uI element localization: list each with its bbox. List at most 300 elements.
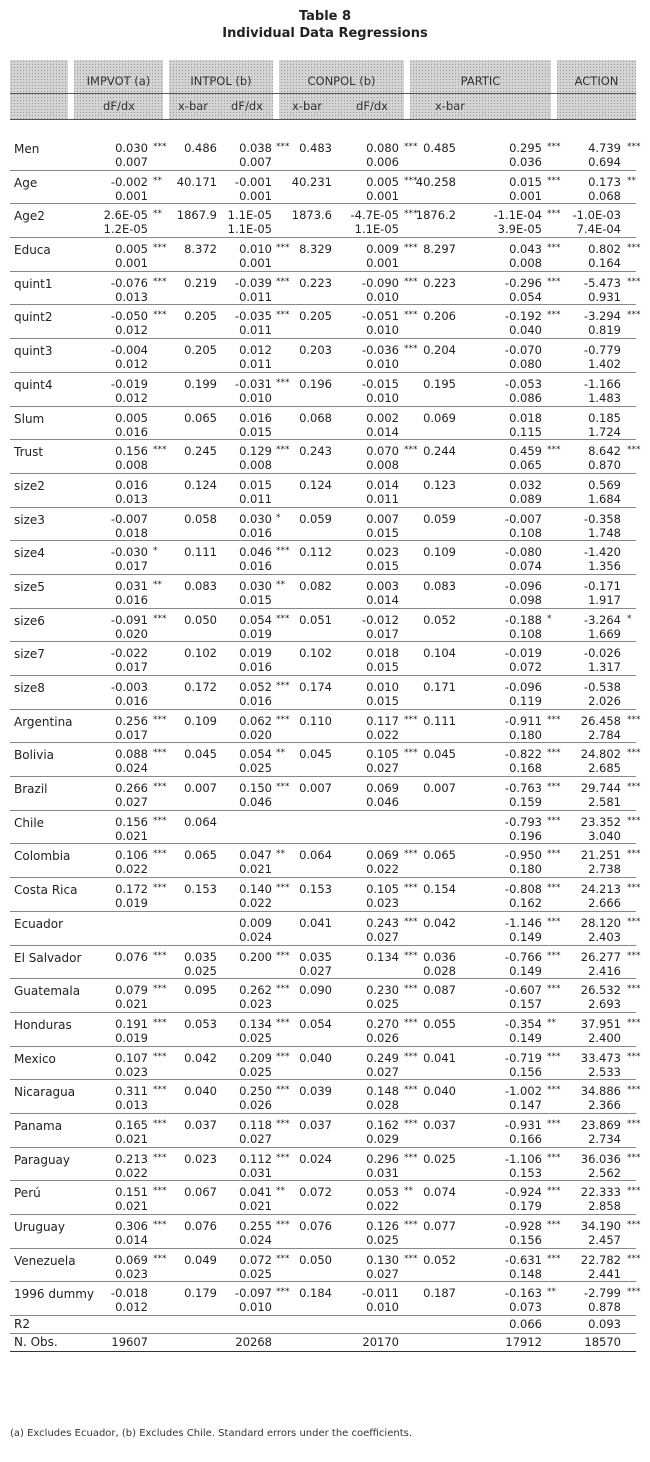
- significance-stars: ***: [276, 1253, 290, 1264]
- table-cell: 26.277: [580, 949, 621, 964]
- standard-error: 0.065: [509, 458, 542, 473]
- significance-stars: ***: [153, 714, 167, 725]
- standard-error: 0.015: [239, 424, 272, 439]
- table-cell: 0.107: [115, 1050, 148, 1065]
- table-cell: 19607: [111, 1335, 148, 1350]
- table-cell: 0.076: [299, 1219, 332, 1233]
- table-cell: 0.195: [423, 376, 456, 391]
- significance-stars: ***: [547, 276, 561, 287]
- standard-error: 1.356: [588, 559, 621, 574]
- standard-error: 0.031: [366, 1165, 399, 1180]
- table-cell: 0.069: [366, 781, 399, 796]
- standard-error: 0.016: [115, 694, 148, 708]
- table-row: [10, 710, 641, 744]
- standard-error: 2.026: [588, 694, 621, 708]
- nobs-row: [10, 1334, 636, 1352]
- standard-error: 0.014: [115, 1233, 148, 1247]
- row-label: Brazil: [14, 782, 48, 797]
- table-cell: 0.243: [366, 915, 399, 930]
- standard-error: 0.147: [509, 1098, 542, 1113]
- standard-error: 0.153: [509, 1165, 542, 1180]
- table-row: [10, 743, 641, 777]
- table-cell: 0.031: [115, 578, 148, 593]
- header-intpol: INTPOL (b): [190, 74, 252, 88]
- standard-error: 0.156: [509, 1233, 542, 1247]
- subheader-dfdx-3: dF/dx: [356, 99, 388, 113]
- table-cell: 0.090: [299, 983, 332, 998]
- standard-error: 0.022: [366, 862, 399, 877]
- table-cell: -0.192: [504, 309, 542, 324]
- significance-stars: ***: [276, 142, 290, 152]
- table-cell: 0.062: [239, 713, 272, 728]
- table-row: [10, 946, 641, 980]
- significance-stars: **: [276, 1186, 285, 1197]
- significance-stars: ***: [153, 243, 167, 254]
- standard-error: 0.149: [509, 963, 542, 978]
- table-cell: 0.050: [299, 1252, 332, 1267]
- standard-error: 0.159: [509, 795, 542, 810]
- table-cell: 0.077: [423, 1219, 456, 1233]
- significance-stars: ***: [547, 1118, 561, 1129]
- standard-error: 3.9E-05: [497, 222, 542, 237]
- header-action: ACTION: [574, 74, 619, 88]
- significance-stars: ***: [547, 1253, 561, 1264]
- table-cell: 8.329: [299, 242, 332, 257]
- significance-stars: ***: [547, 916, 561, 927]
- standard-error: 0.017: [115, 660, 148, 675]
- table-row: [10, 609, 636, 643]
- standard-error: 0.074: [509, 559, 542, 574]
- standard-error: 0.012: [115, 390, 148, 405]
- table-cell: -0.012: [361, 612, 399, 627]
- significance-stars: ***: [627, 1017, 641, 1028]
- row-label: quint3: [14, 344, 53, 359]
- table-cell: -0.019: [504, 646, 542, 661]
- significance-stars: ***: [547, 209, 561, 220]
- table-cell: 0.082: [299, 578, 332, 593]
- table-cell: 0.185: [588, 410, 621, 425]
- table-cell: 0.223: [423, 275, 456, 290]
- table-cell: 0.102: [184, 646, 217, 661]
- table-cell: 0.205: [184, 309, 217, 324]
- subheader-dfdx-2: dF/dx: [231, 99, 263, 113]
- table-cell: 0.030: [239, 511, 272, 526]
- table-row: [10, 1282, 641, 1316]
- standard-error: 0.014: [366, 592, 399, 607]
- table-cell: -0.080: [504, 545, 542, 560]
- table-row: [10, 844, 641, 878]
- standard-error: 0.157: [509, 997, 542, 1012]
- table-cell: -0.050: [110, 309, 148, 324]
- significance-stars: ***: [404, 445, 418, 456]
- standard-error: 0.022: [366, 727, 399, 742]
- standard-error: 0.027: [299, 963, 332, 978]
- table-cell: 0.052: [423, 612, 456, 627]
- table-cell: 0.036: [423, 949, 456, 964]
- significance-stars: ***: [404, 344, 418, 355]
- table-cell: 1876.2: [415, 208, 456, 223]
- standard-error: 0.819: [588, 323, 621, 338]
- standard-error: 0.015: [366, 525, 399, 540]
- significance-stars: *: [153, 546, 158, 557]
- table-row: [10, 1080, 641, 1114]
- standard-error: 0.021: [239, 862, 272, 877]
- standard-error: 2.533: [588, 1064, 621, 1079]
- significance-stars: ***: [627, 1253, 641, 1264]
- table-cell: -0.019: [110, 376, 148, 391]
- standard-error: 0.089: [509, 491, 542, 506]
- table-cell: 0.249: [366, 1050, 399, 1065]
- table-cell: 0.066: [509, 1317, 542, 1332]
- significance-stars: ***: [627, 1220, 641, 1230]
- standard-error: 0.019: [115, 1030, 148, 1045]
- table-cell: 0.124: [184, 477, 217, 492]
- standard-error: 0.016: [239, 525, 272, 540]
- standard-error: 0.026: [366, 1030, 399, 1045]
- standard-error: 0.022: [239, 896, 272, 911]
- table-row: [10, 272, 641, 306]
- significance-stars: ***: [276, 782, 290, 793]
- table-cell: 0.173: [588, 174, 621, 189]
- table-cell: 0.209: [239, 1050, 272, 1065]
- significance-stars: ***: [547, 1152, 561, 1163]
- table-cell: -0.538: [583, 680, 621, 694]
- table-cell: 0.069: [423, 410, 456, 425]
- row-label: Costa Rica: [14, 883, 78, 898]
- standard-error: 0.008: [239, 458, 272, 473]
- standard-error: 0.028: [366, 1098, 399, 1113]
- significance-stars: ***: [547, 175, 561, 186]
- standard-error: 1.748: [588, 525, 621, 540]
- table-cell: 0.055: [423, 1016, 456, 1031]
- standard-error: 0.025: [239, 761, 272, 776]
- standard-error: 0.046: [366, 795, 399, 810]
- table-cell: 0.087: [423, 983, 456, 998]
- standard-error: 0.001: [239, 188, 272, 203]
- table-cell: 0.083: [184, 578, 217, 593]
- standard-error: 0.027: [366, 1064, 399, 1079]
- significance-stars: **: [276, 579, 285, 590]
- table-row: [10, 238, 641, 272]
- table-cell: 0.134: [239, 1016, 272, 1031]
- table-cell: 0.041: [423, 1050, 456, 1065]
- row-label: Perú: [14, 1186, 41, 1201]
- table-cell: 0.072: [299, 1185, 332, 1200]
- table-cell: 0.018: [509, 410, 542, 425]
- row-label: Mexico: [14, 1051, 56, 1066]
- table-cell: -4.7E-05: [350, 208, 399, 223]
- row-label: Argentina: [14, 714, 73, 729]
- standard-error: 0.001: [115, 256, 148, 271]
- row-label: El Salvador: [14, 950, 82, 965]
- significance-stars: ***: [153, 1186, 167, 1197]
- table-cell: 28.120: [580, 915, 621, 930]
- standard-error: 0.878: [588, 1300, 621, 1315]
- table-cell: 0.030: [115, 141, 148, 155]
- table-cell: 0.037: [299, 1117, 332, 1132]
- row-label: size5: [14, 579, 45, 594]
- standard-error: 0.025: [184, 963, 217, 978]
- subheader-xbar-3: x-bar: [434, 99, 466, 113]
- standard-error: 0.017: [366, 626, 399, 641]
- significance-stars: ***: [404, 1152, 418, 1163]
- subheader-xbar-1: x-bar: [177, 99, 209, 113]
- table-cell: -0.097: [234, 1286, 272, 1301]
- table-cell: 0.045: [184, 747, 217, 762]
- standard-error: 0.008: [115, 458, 148, 473]
- table-cell: 0.023: [184, 1151, 217, 1166]
- standard-error: 0.023: [115, 1266, 148, 1281]
- table-cell: -0.924: [504, 1185, 542, 1200]
- table-cell: 23.352: [580, 814, 621, 829]
- row-label: size4: [14, 546, 45, 561]
- significance-stars: ***: [547, 1186, 561, 1197]
- table-cell: 0.095: [184, 983, 217, 998]
- standard-error: 0.164: [588, 256, 621, 271]
- table-row: [10, 1148, 641, 1182]
- table-cell: 0.124: [299, 477, 332, 492]
- table-cell: -0.053: [504, 376, 542, 391]
- table-cell: 20170: [362, 1335, 399, 1350]
- significance-stars: ***: [153, 950, 167, 961]
- significance-stars: ***: [153, 883, 167, 894]
- row-label: quint1: [14, 276, 53, 291]
- table-row: [10, 1181, 641, 1215]
- significance-stars: ***: [547, 883, 561, 894]
- table-cell: 0.069: [366, 848, 399, 863]
- significance-stars: ***: [153, 276, 167, 287]
- standard-error: 0.029: [366, 1131, 399, 1146]
- table-cell: 0.079: [115, 983, 148, 998]
- significance-stars: ***: [404, 1118, 418, 1129]
- table-cell: 0.109: [423, 545, 456, 560]
- standard-error: 0.023: [239, 997, 272, 1012]
- significance-stars: ***: [547, 782, 561, 793]
- table-cell: 0.037: [184, 1117, 217, 1132]
- standard-error: 0.073: [509, 1300, 542, 1315]
- table-cell: 0.068: [299, 410, 332, 425]
- table-row: [10, 171, 636, 205]
- standard-error: 0.021: [115, 828, 148, 843]
- table-cell: 23.869: [580, 1117, 621, 1132]
- table-cell: 29.744: [580, 781, 621, 796]
- table-cell: -0.631: [504, 1252, 542, 1267]
- table-cell: -0.719: [504, 1050, 542, 1065]
- standard-error: 0.026: [239, 1098, 272, 1113]
- significance-stars: **: [276, 748, 285, 759]
- table-cell: 0.154: [423, 882, 456, 897]
- standard-error: 2.400: [588, 1030, 621, 1045]
- table-cell: 0.102: [299, 646, 332, 661]
- significance-stars: ***: [153, 445, 167, 456]
- significance-stars: ***: [547, 984, 561, 995]
- table-cell: 40.171: [176, 174, 217, 189]
- table-cell: 0.018: [366, 646, 399, 661]
- table-cell: -0.171: [583, 578, 621, 593]
- significance-stars: *: [627, 613, 632, 624]
- standard-error: 0.010: [239, 390, 272, 405]
- standard-error: 0.027: [239, 1131, 272, 1146]
- table-cell: 0.019: [239, 646, 272, 661]
- table-cell: -0.003: [110, 680, 148, 694]
- table-cell: 0.172: [115, 882, 148, 897]
- significance-stars: ***: [627, 310, 641, 321]
- table-row: [10, 508, 636, 542]
- standard-error: 0.022: [115, 862, 148, 877]
- significance-stars: ***: [547, 243, 561, 254]
- table-cell: 0.151: [115, 1185, 148, 1200]
- standard-error: 1.483: [588, 390, 621, 405]
- standard-error: 0.086: [509, 390, 542, 405]
- table-cell: 0.010: [366, 680, 399, 694]
- significance-stars: ***: [276, 1085, 290, 1096]
- significance-stars: ***: [276, 276, 290, 287]
- significance-stars: ***: [276, 377, 290, 388]
- significance-stars: ***: [404, 1085, 418, 1096]
- standard-error: 2.784: [588, 727, 621, 742]
- table-row: [10, 979, 641, 1013]
- table-cell: 0.106: [115, 848, 148, 863]
- significance-stars: ***: [627, 984, 641, 995]
- table-cell: -0.011: [361, 1286, 399, 1301]
- standard-error: 0.156: [509, 1064, 542, 1079]
- significance-stars: ***: [627, 1152, 641, 1163]
- significance-stars: ***: [547, 815, 561, 826]
- table-cell: 0.083: [423, 578, 456, 593]
- table-cell: 0.052: [239, 680, 272, 694]
- standard-error: 0.027: [366, 1266, 399, 1281]
- table-cell: 0.076: [115, 949, 148, 964]
- table-cell: 0.200: [239, 949, 272, 964]
- row-label: R2: [14, 1317, 30, 1332]
- table-cell: 0.065: [184, 410, 217, 425]
- significance-stars: **: [547, 1287, 556, 1298]
- standard-error: 0.119: [509, 694, 542, 708]
- row-label: 1996 dummy: [14, 1287, 95, 1302]
- standard-error: 0.870: [588, 458, 621, 473]
- table-cell: 0.012: [239, 343, 272, 358]
- standard-error: 0.023: [366, 896, 399, 911]
- table-cell: -0.163: [504, 1286, 542, 1301]
- standard-error: 0.040: [509, 323, 542, 338]
- standard-error: 0.001: [366, 256, 399, 271]
- standard-error: 0.179: [509, 1199, 542, 1214]
- significance-stars: ***: [404, 1017, 418, 1028]
- standard-error: 0.023: [115, 1064, 148, 1079]
- standard-error: 0.108: [509, 626, 542, 641]
- table-cell: 0.230: [366, 983, 399, 998]
- table-cell: 0.040: [423, 1084, 456, 1099]
- table-cell: -1.106: [504, 1151, 542, 1166]
- standard-error: 0.016: [239, 694, 272, 708]
- table-cell: -0.766: [504, 949, 542, 964]
- table-cell: 0.205: [184, 343, 217, 358]
- table-cell: 0.111: [423, 713, 456, 728]
- standard-error: 0.016: [115, 424, 148, 439]
- table-cell: -0.035: [234, 309, 272, 324]
- standard-error: 0.162: [509, 896, 542, 911]
- table-cell: -0.076: [110, 275, 148, 290]
- table-cell: -1.002: [504, 1084, 542, 1099]
- standard-error: 0.024: [115, 761, 148, 776]
- standard-error: 0.012: [115, 323, 148, 338]
- standard-error: 0.011: [366, 491, 399, 506]
- row-label: Nicaragua: [14, 1085, 76, 1100]
- table-cell: 0.032: [509, 477, 542, 492]
- table-cell: 0.016: [239, 410, 272, 425]
- table-cell: 34.190: [580, 1219, 621, 1233]
- table-cell: -0.928: [504, 1219, 542, 1233]
- significance-stars: ***: [153, 142, 167, 152]
- standard-error: 2.441: [588, 1266, 621, 1281]
- table-cell: -0.001: [234, 174, 272, 189]
- significance-stars: ***: [153, 1017, 167, 1028]
- table-cell: -1.420: [583, 545, 621, 560]
- table-cell: -0.026: [583, 646, 621, 661]
- standard-error: 0.149: [509, 1030, 542, 1045]
- table-cell: -0.763: [504, 781, 542, 796]
- significance-stars: ***: [153, 1085, 167, 1096]
- significance-stars: ***: [627, 1085, 641, 1096]
- standard-error: 0.013: [115, 1098, 148, 1113]
- significance-stars: ***: [276, 1017, 290, 1028]
- table-row: [10, 339, 636, 373]
- standard-error: 0.018: [115, 525, 148, 540]
- table-cell: 36.036: [580, 1151, 621, 1166]
- row-label: Chile: [14, 815, 45, 830]
- table-cell: 0.203: [299, 343, 332, 358]
- standard-error: 0.024: [239, 1233, 272, 1247]
- significance-stars: ***: [276, 714, 290, 725]
- significance-stars: ***: [627, 1118, 641, 1129]
- table-cell: -0.931: [504, 1117, 542, 1132]
- table-cell: 0.485: [423, 141, 456, 155]
- table-cell: 1.1E-05: [227, 208, 272, 223]
- r2-row: [10, 1316, 636, 1334]
- significance-stars: ***: [404, 950, 418, 961]
- table-cell: -0.779: [583, 343, 621, 358]
- standard-error: 0.115: [509, 424, 542, 439]
- table-cell: 0.105: [366, 882, 399, 897]
- table-cell: 8.642: [588, 444, 621, 459]
- standard-error: 1.1E-05: [227, 222, 272, 237]
- significance-stars: ***: [153, 748, 167, 759]
- table-cell: 0.076: [184, 1219, 217, 1233]
- significance-stars: ***: [547, 748, 561, 759]
- table-cell: 0.199: [184, 376, 217, 391]
- standard-error: 0.008: [509, 256, 542, 271]
- table-cell: 4.739: [588, 141, 621, 155]
- row-label: Age: [14, 175, 38, 190]
- standard-error: 2.366: [588, 1098, 621, 1113]
- standard-error: 2.562: [588, 1165, 621, 1180]
- significance-stars: ***: [627, 815, 641, 826]
- standard-error: 0.001: [115, 188, 148, 203]
- significance-stars: ***: [547, 1220, 561, 1230]
- standard-error: 0.008: [366, 458, 399, 473]
- standard-error: 1.317: [588, 660, 621, 675]
- table-cell: 0.050: [184, 612, 217, 627]
- standard-error: 3.040: [588, 828, 621, 843]
- standard-error: 0.011: [239, 357, 272, 372]
- table-cell: 0.129: [239, 444, 272, 459]
- standard-error: 0.012: [115, 357, 148, 372]
- standard-error: 0.166: [509, 1131, 542, 1146]
- standard-error: 0.694: [588, 155, 621, 169]
- standard-error: 0.036: [509, 155, 542, 169]
- header-impvot: IMPVOT (a): [86, 74, 151, 88]
- table-cell: 0.042: [184, 1050, 217, 1065]
